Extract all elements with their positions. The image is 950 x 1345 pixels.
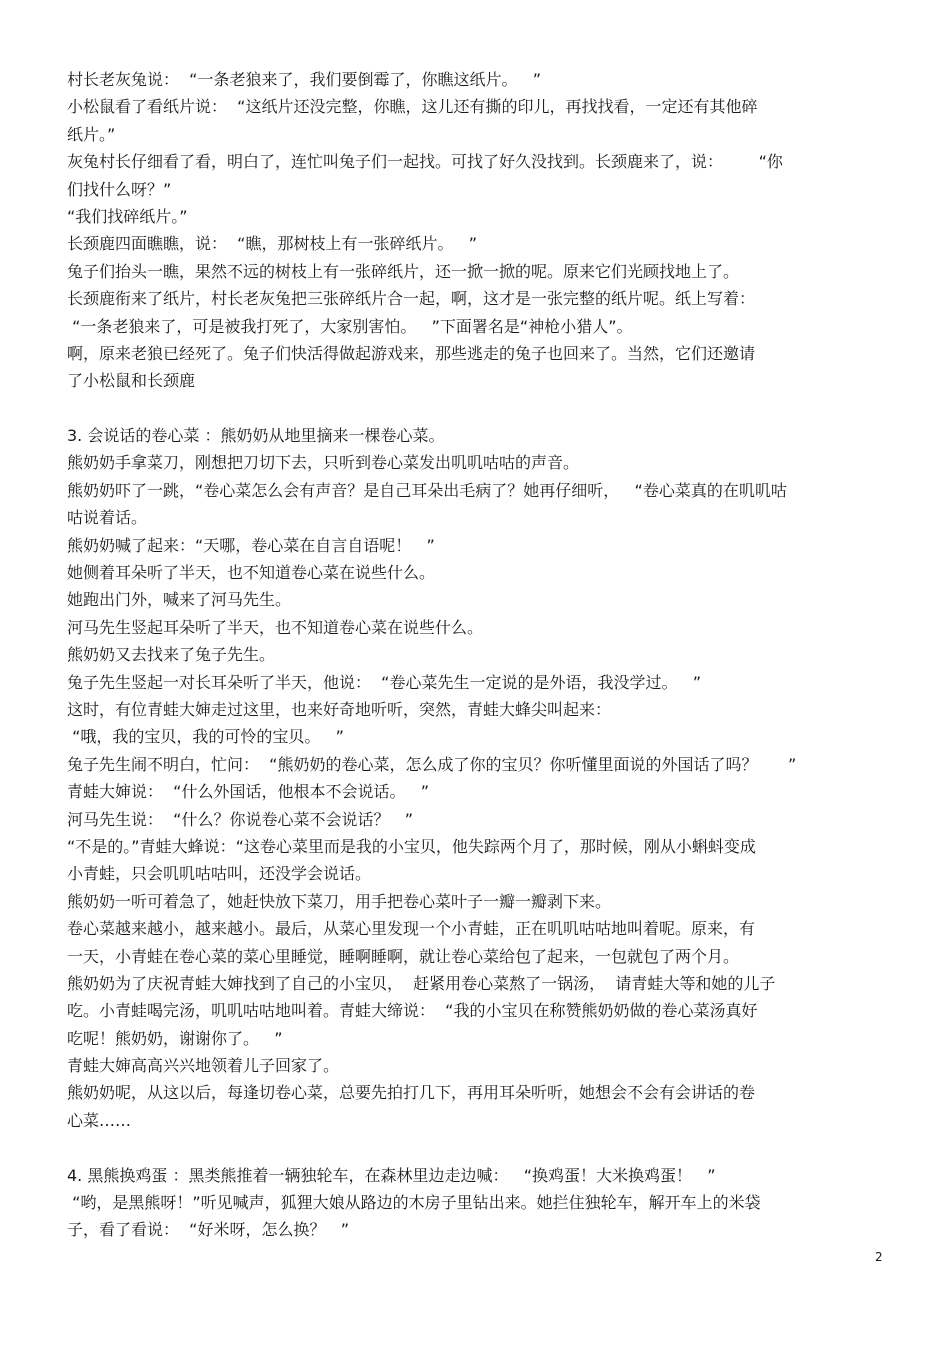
text-line: 卷心菜越来越小，越来越小。最后，从菜心里发现一个小青蛙，正在叽叽咕咕地叫着呢。原来，有	[67, 919, 756, 939]
text-line: “不是的。”青蛙大蜂说：“这卷心菜里而是我的小宝贝，他失踪两个月了，那时候，刚从小蝌蚪变成	[67, 836, 756, 856]
text-line: 河马先生竖起耳朵听了半天，也不知道卷心菜在说些什么。	[67, 617, 484, 637]
text-line: 一天，小青蛙在卷心菜的菜心里睡觉，睡啊睡啊，就让卷心菜给包了起来，一包就包了两个月。	[67, 946, 740, 966]
text-line: “哟，是黑熊呀！”听见喊声，狐狸大娘从路边的木房子里钻出来。她拦住独轮车，解开车上的米袋	[67, 1193, 761, 1213]
text-line: 小松鼠看了看纸片说： “这纸片还没完整，你瞧，这儿还有撕的印儿，再找找看，一定还有其他碎	[67, 97, 758, 117]
text-line: 熊奶奶呢，从这以后，每逢切卷心菜，总要先拍打几下，再用耳朵听听，她想会不会有会讲话的卷	[67, 1083, 756, 1103]
text-line: 青蛙大婶高高兴兴地领着儿子回家了。	[67, 1056, 340, 1076]
text-line: 兔子先生竖起一对长耳朵听了半天，他说： “卷心菜先生一定说的是外语，我没学过。 ”	[67, 672, 702, 692]
text-line: 她侧着耳朵听了半天，也不知道卷心菜在说些什么。	[67, 563, 436, 583]
text-line: 子，看了看说： “好米呀，怎么换？ ”	[67, 1220, 350, 1240]
text-line: 灰兔村长仔细看了看，明白了，连忙叫兔子们一起找。可找了好久没找到。长颈鹿来了，说： “你	[67, 152, 783, 172]
text-line: 熊奶奶一听可着急了，她赶快放下菜刀，用手把卷心菜叶子一瓣一瓣剥下来。	[67, 891, 612, 911]
text-line: 心菜……	[67, 1110, 132, 1130]
paragraph-gap	[67, 395, 887, 422]
text-line: 熊奶奶为了庆祝青蛙大婶找到了自己的小宝贝， 赶紧用卷心菜熬了一锅汤， 请青蛙大等和她的儿子	[67, 973, 776, 993]
text-line: 吃。小青蛙喝完汤，叽叽咕咕地叫着。青蛙大缔说： “我的小宝贝在称赞熊奶奶做的卷心菜汤真好	[67, 1001, 758, 1021]
text-line: “哦，我的宝贝，我的可怜的宝贝。 ”	[67, 727, 344, 747]
text-line: 啊，原来老狼已经死了。兔子们快活得做起游戏来，那些逃走的兔子也回来了。当然，它们还邀请	[67, 343, 756, 363]
text-line: 了小松鼠和长颈鹿	[67, 371, 196, 391]
text-line: 这时，有位青蛙大婶走过这里，也来好奇地听听，突然，青蛙大蜂尖叫起来：	[67, 699, 612, 719]
page-number: 2	[875, 1250, 883, 1264]
text-line: 熊奶奶又去找来了兔子先生。	[67, 645, 276, 665]
text-line: “一条老狼来了，可是被我打死了，大家别害怕。 ”下面署名是“神枪小猎人”。	[67, 316, 633, 336]
text-line: 熊奶奶喊了起来：“天哪，卷心菜在自言自语呢！ ”	[67, 535, 435, 555]
text-line: 小青蛙，只会叽叽咕咕叫，还没学会说话。	[67, 864, 372, 884]
text-line: “我们找碎纸片。”	[67, 206, 188, 226]
text-line: 长颈鹿衔来了纸片，村长老灰兔把三张碎纸片合一起，啊，这才是一张完整的纸片呢。纸上写着：	[67, 289, 756, 309]
text-line: 纸片。”	[67, 124, 116, 144]
text-line: 她跑出门外，喊来了河马先生。	[67, 590, 292, 610]
story-text	[67, 66, 887, 1244]
text-line: 3. 会说话的卷心菜 ：熊奶奶从地里摘来一棵卷心菜。	[67, 426, 445, 446]
text-line: 兔子们抬头一瞧，果然不远的树枝上有一张碎纸片，还一掀一掀的呢。原来它们光顾找地上了。	[67, 261, 740, 281]
text-line: 4. 黑熊换鸡蛋 ：黑类熊推着一辆独轮车，在森林里边走边喊： “换鸡蛋！大米换鸡蛋！ ”	[67, 1165, 716, 1185]
text-line: 熊奶奶手拿菜刀，刚想把刀切下去，只听到卷心菜发出叽叽咕咕的声音。	[67, 453, 580, 473]
text-line: 熊奶奶吓了一跳，“卷心菜怎么会有声音？是自己耳朵出毛病了？她再仔细听， “卷心菜真的在叽叽咕	[67, 480, 787, 500]
text-line: 咕说着话。	[67, 508, 148, 528]
text-line: 吃呢！熊奶奶，谢谢你了。 ”	[67, 1028, 283, 1048]
text-line: 青蛙大婶说： “什么外国话，他根本不会说话。 ”	[67, 782, 430, 802]
text-line: 河马先生说： “什么？你说卷心菜不会说话？ ”	[67, 809, 414, 829]
paragraph-gap	[67, 1134, 887, 1161]
text-line: 长颈鹿四面瞧瞧，说： “瞧，那树枝上有一张碎纸片。 ”	[67, 234, 478, 254]
text-line: 们找什么呀？”	[67, 179, 172, 199]
text-line: 兔子先生闹不明白，忙问： “熊奶奶的卷心菜，怎么成了你的宝贝？你听懂里面说的外国话了吗？ ”	[67, 754, 797, 774]
text-line: 村长老灰兔说： “一条老狼来了，我们要倒霉了，你瞧这纸片。 ”	[67, 70, 542, 89]
